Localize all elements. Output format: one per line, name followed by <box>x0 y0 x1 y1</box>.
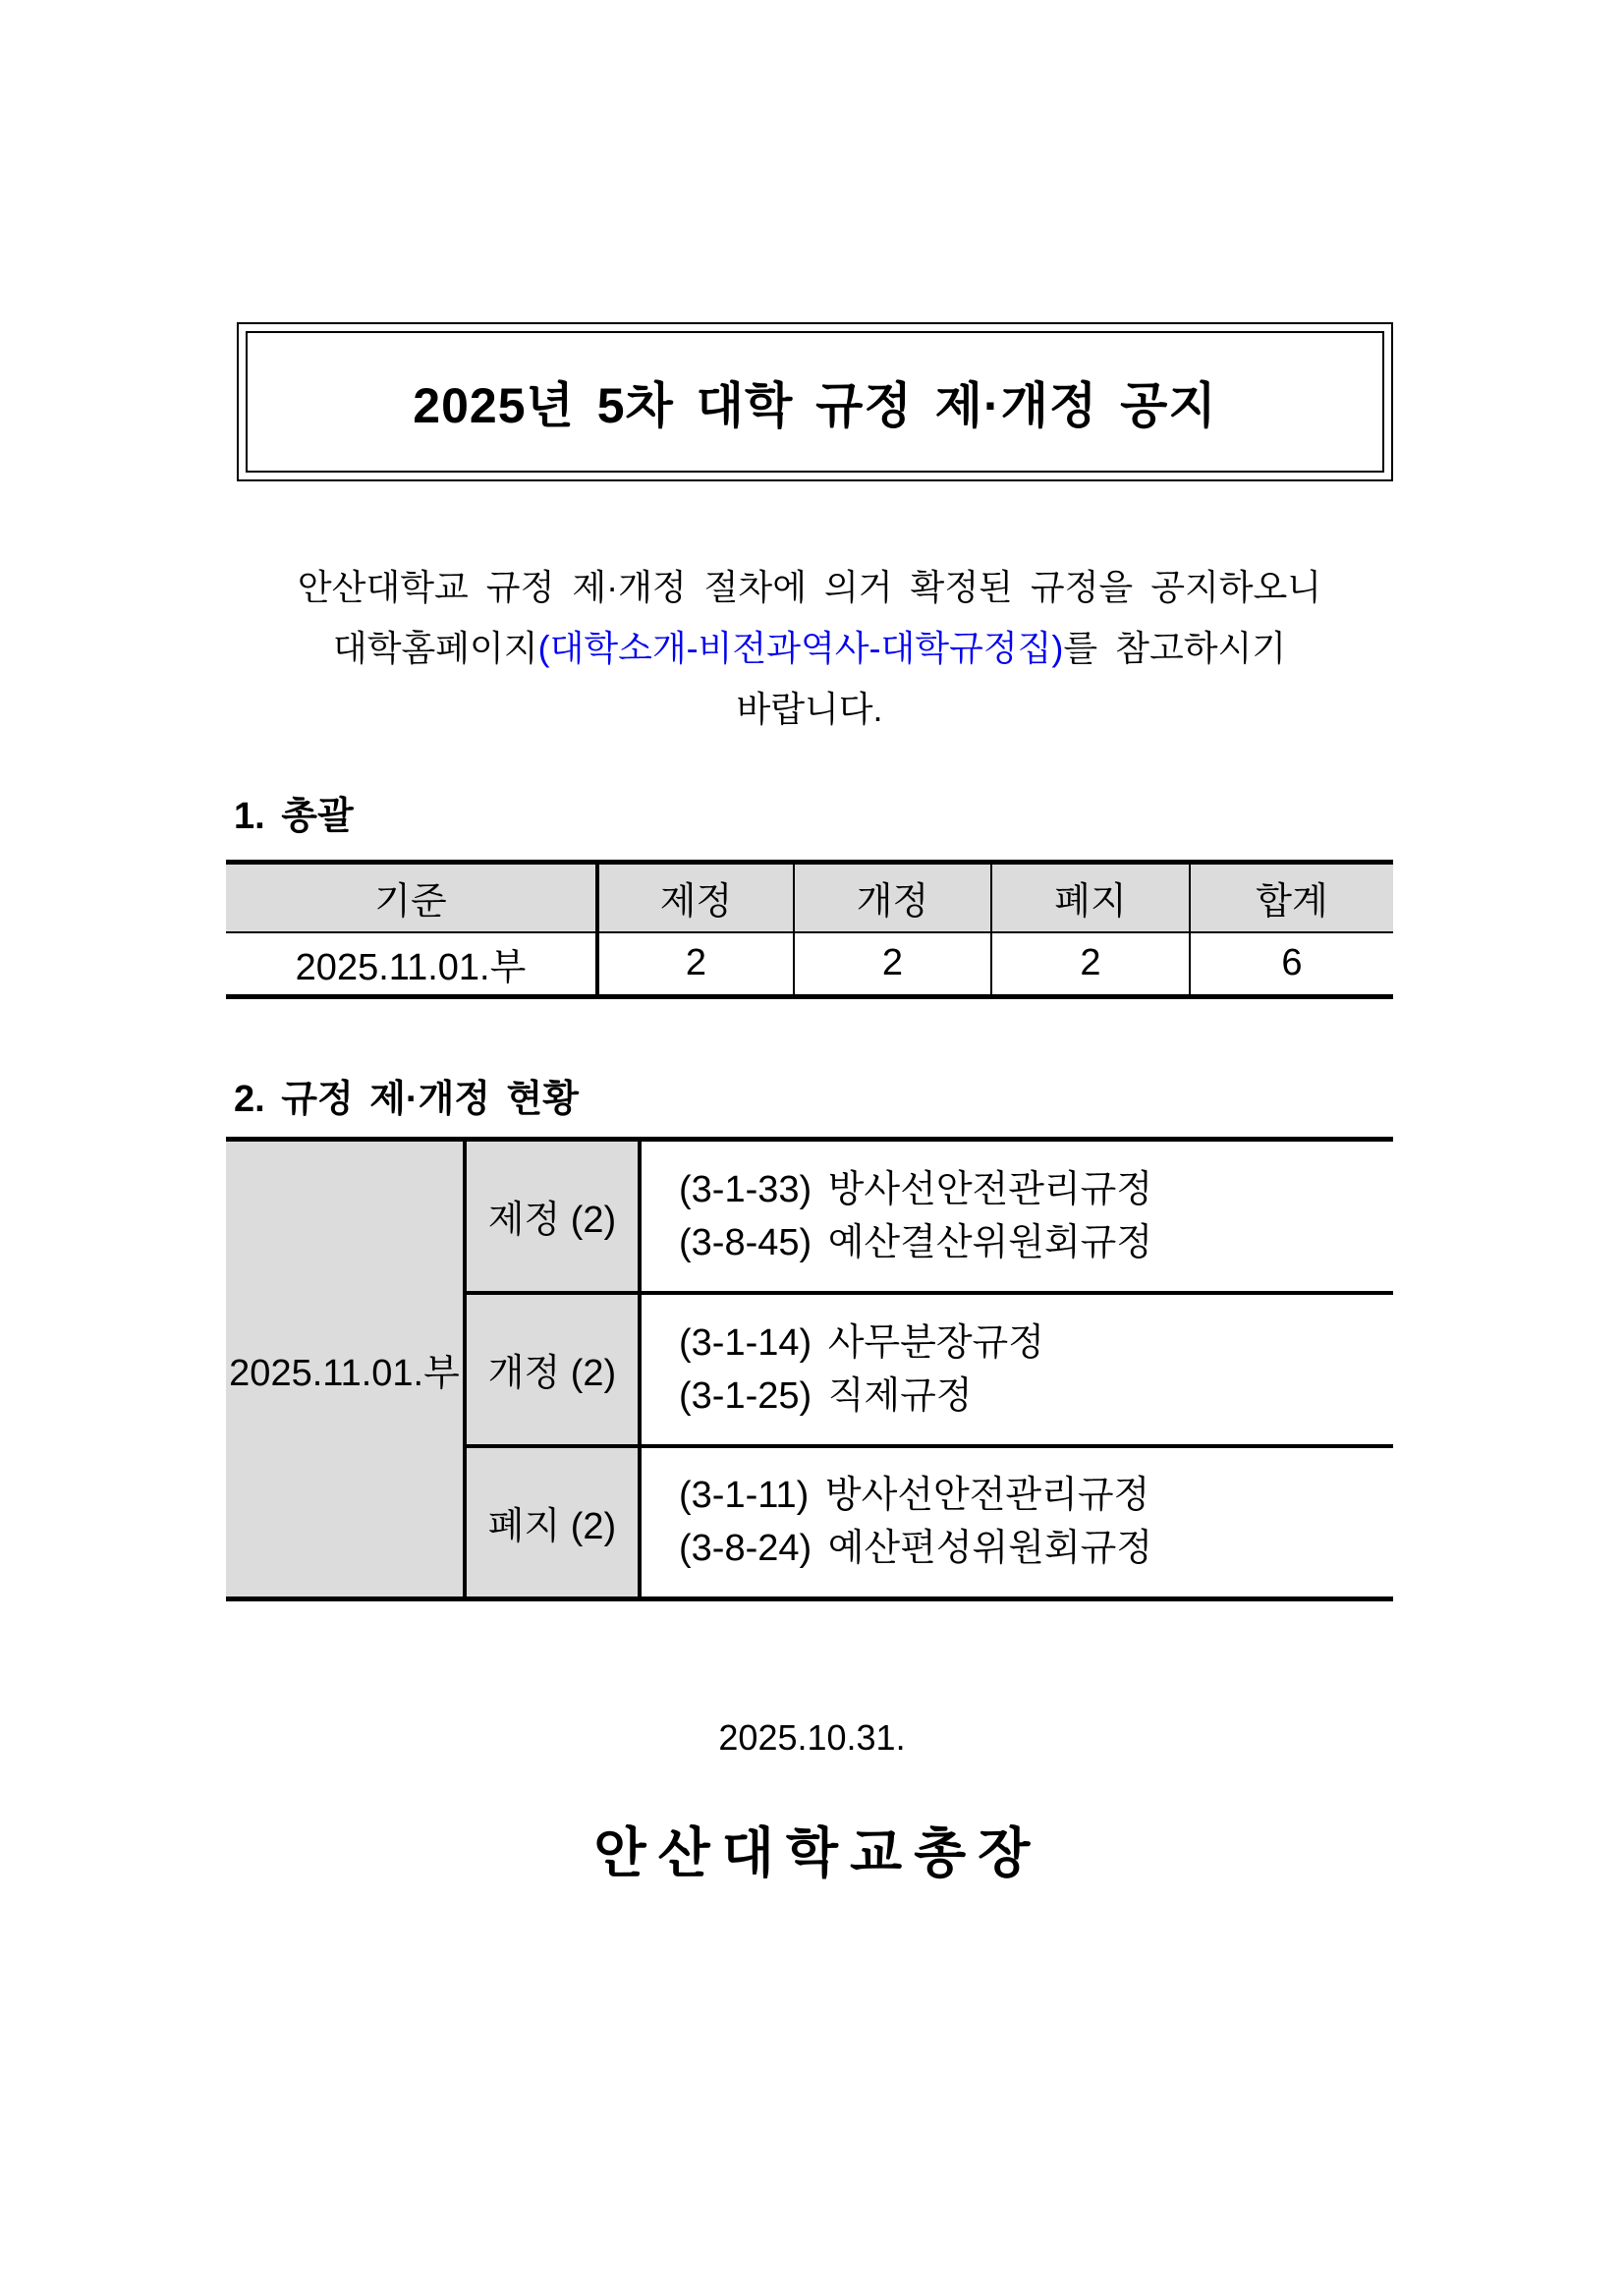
cell-abolished-count: 2 <box>991 932 1190 997</box>
notice-line2-prefix: 대학홈페이지 <box>332 628 538 668</box>
summary-data-row <box>226 932 1393 997</box>
section2-heading: 2. 규정 제·개정 현황 <box>234 1079 579 1120</box>
cell-criteria-date: 2025.11.01.부 <box>226 932 597 997</box>
header-revised: 개정 <box>794 863 991 932</box>
regulation-item: (3-1-25) 직제규정 <box>679 1374 973 1417</box>
cell-total-count: 6 <box>1190 932 1393 997</box>
title-box-inner-border <box>246 331 1384 473</box>
header-enacted: 제정 <box>597 863 794 932</box>
items-enacted <box>640 1140 1393 1293</box>
detail-row-enacted <box>226 1140 1393 1293</box>
regulation-item: (3-8-24) 예산편성위원회규정 <box>679 1528 1153 1570</box>
homepage-path-link[interactable]: (대학소개-비전과역사-대학규정집) <box>537 628 1064 668</box>
document-title: 2025년 5차 대학 규정 제·개정 공지 <box>413 378 1217 433</box>
header-abolished: 폐지 <box>991 863 1190 932</box>
items-revised <box>640 1293 1393 1446</box>
regulation-item: (3-8-45) 예산결산위원회규정 <box>679 1221 1153 1263</box>
effective-date-cell: 2025.11.01.부 <box>226 1140 465 1599</box>
category-abolished: 폐지 (2) <box>465 1446 640 1599</box>
category-enacted: 제정 (2) <box>465 1140 640 1293</box>
notice-line-1: 안산대학교 규정 제·개정 절차에 의거 확정된 규정을 공지하오니 <box>297 567 1322 607</box>
regulation-item: (3-1-14) 사무분장규정 <box>679 1321 1044 1364</box>
issue-date: 2025.10.31. <box>718 1717 906 1758</box>
notice-line2-suffix: 를 참고하시기 <box>1063 628 1287 668</box>
items-abolished <box>640 1446 1393 1599</box>
notice-paragraph <box>226 557 1393 740</box>
category-revised: 개정 (2) <box>465 1293 640 1446</box>
cell-revised-count: 2 <box>794 932 991 997</box>
president-signature: 안산대학교총장 <box>593 1822 1042 1883</box>
summary-header-row <box>226 863 1393 932</box>
title-box <box>237 322 1393 481</box>
detail-table <box>226 1137 1393 1601</box>
cell-enacted-count: 2 <box>597 932 794 997</box>
regulation-item: (3-1-11) 방사선안전관리규정 <box>679 1475 1150 1517</box>
section1-heading: 1. 총괄 <box>234 796 354 837</box>
header-criteria: 기준 <box>226 863 597 932</box>
notice-line-2 <box>226 618 1393 679</box>
notice-line-3: 바랍니다. <box>736 689 883 729</box>
header-total: 합계 <box>1190 863 1393 932</box>
regulation-item: (3-1-33) 방사선안전관리규정 <box>679 1168 1153 1210</box>
summary-table <box>226 860 1393 999</box>
